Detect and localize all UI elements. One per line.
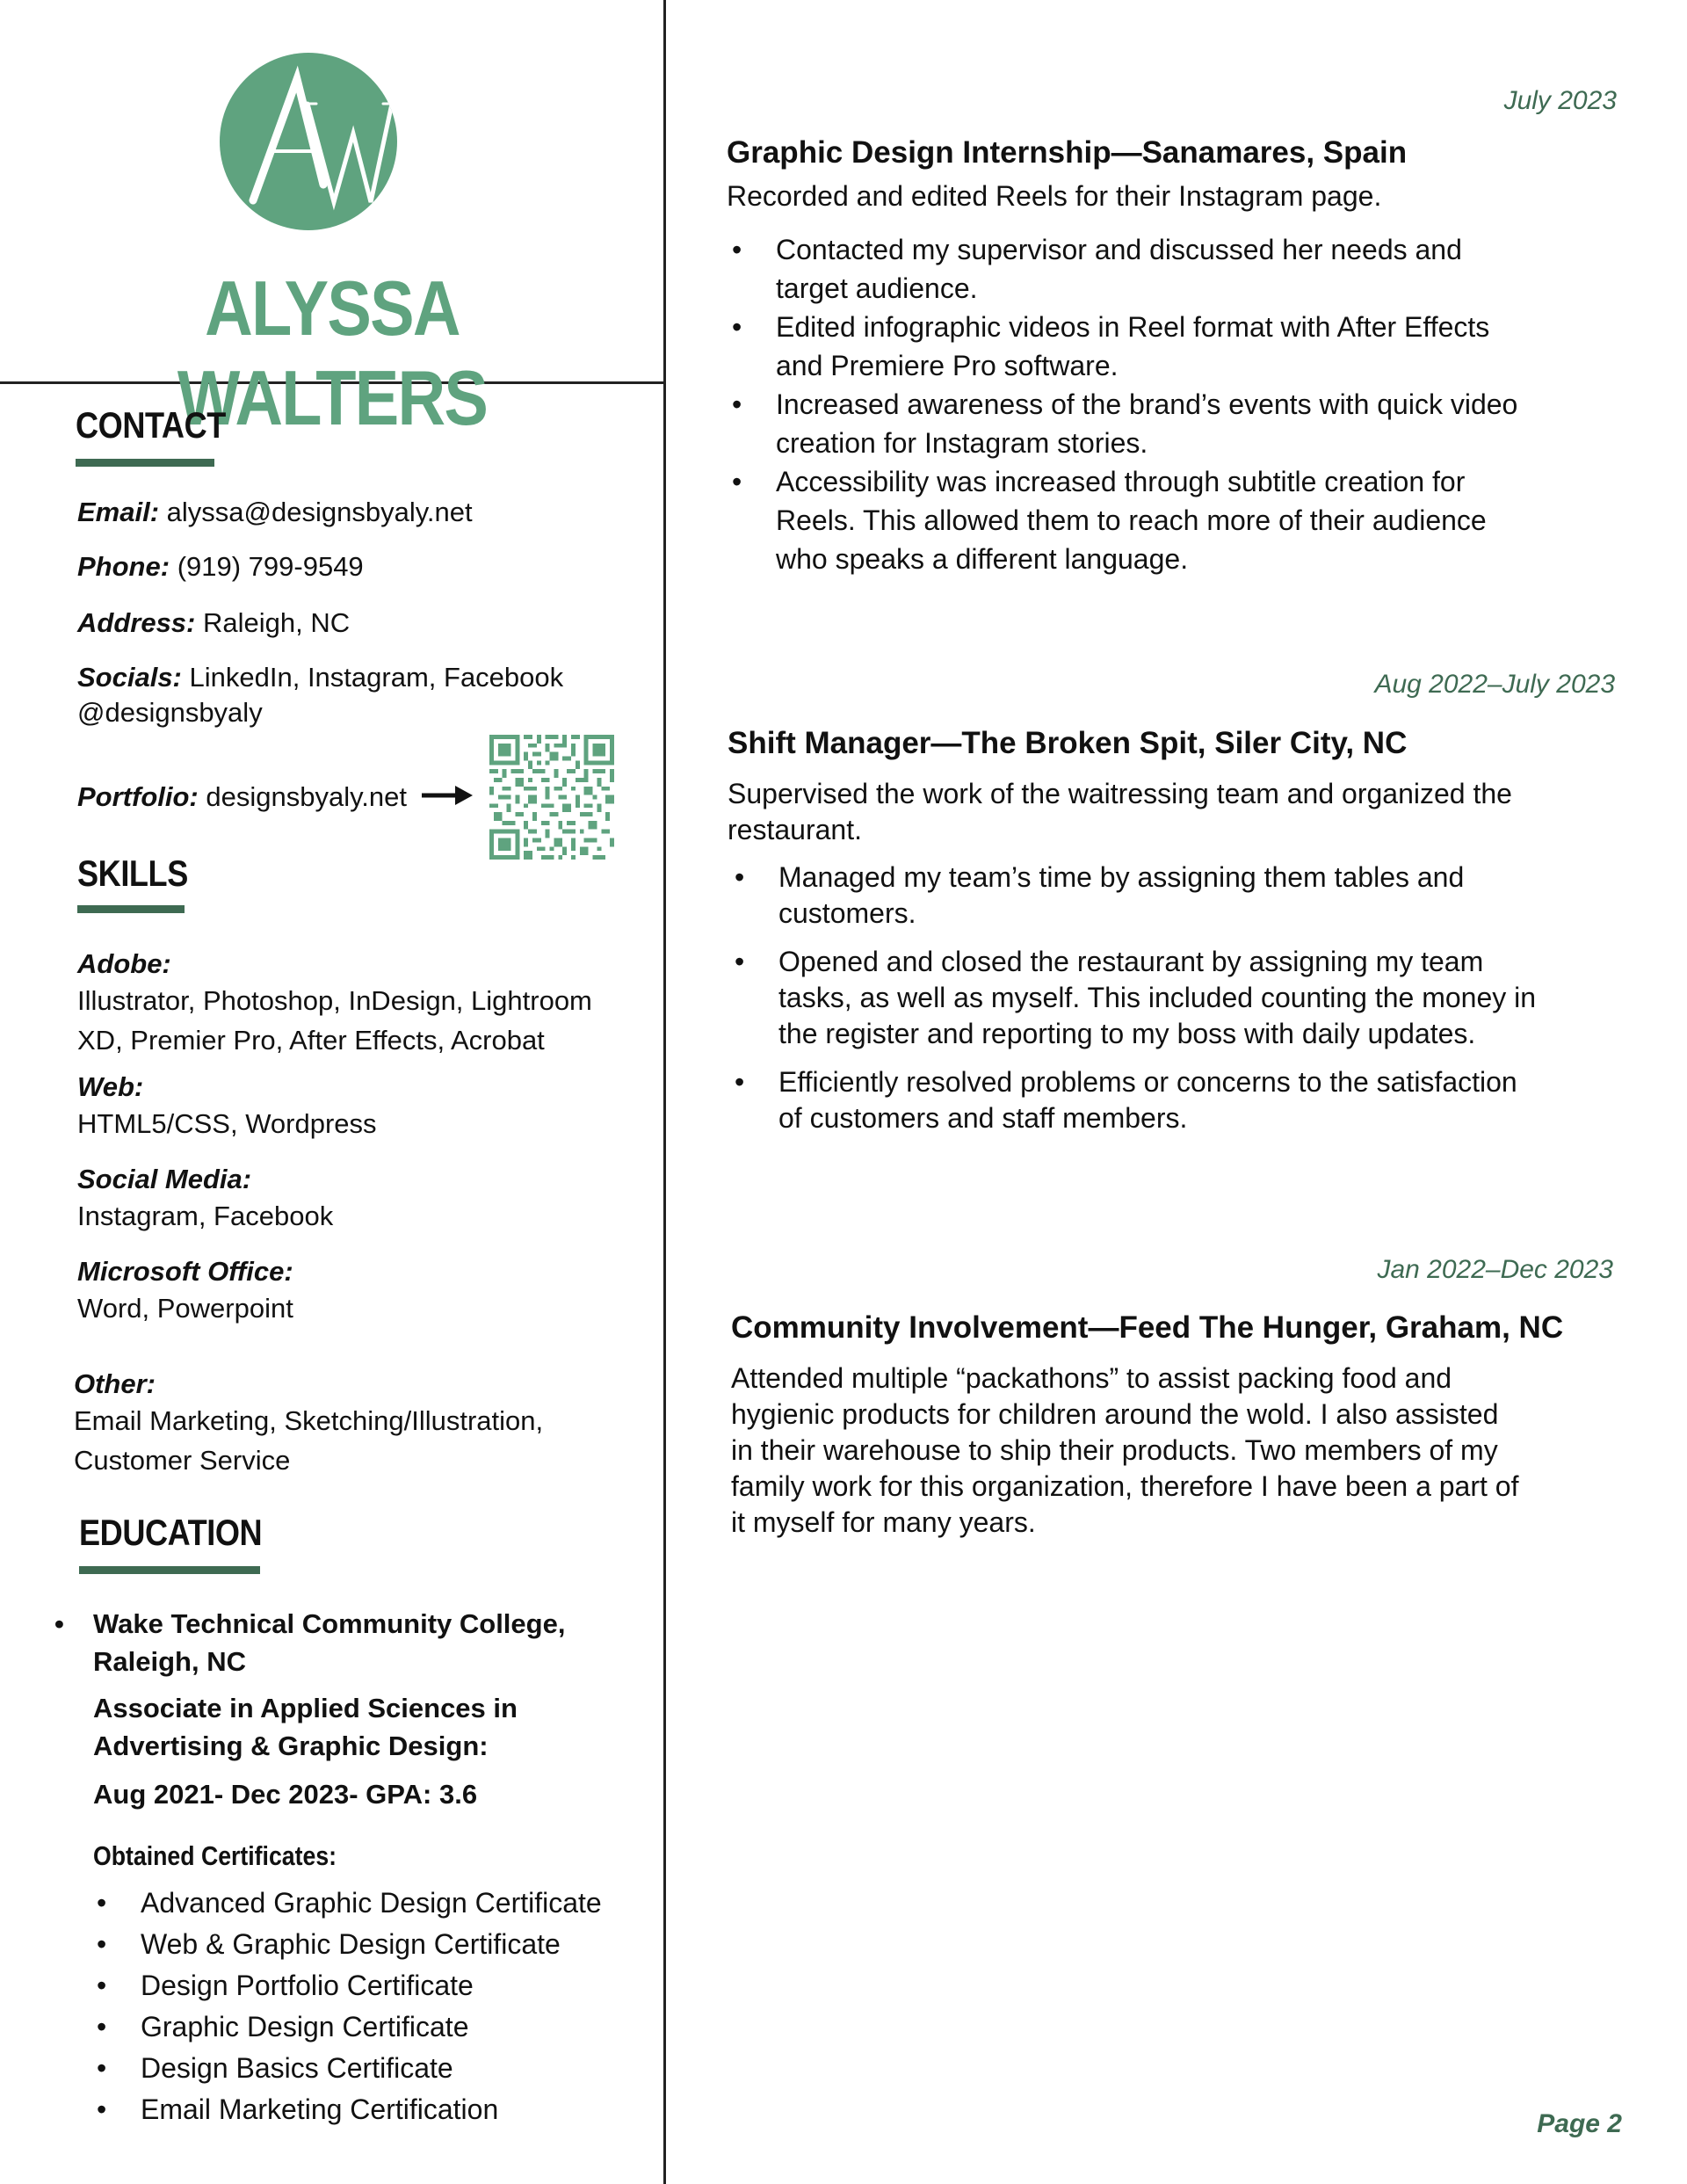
job-bullet: • Opened and closed the restaurant by assigning my team tasks, as well as myself. This included counting the money in the register and reporting to my boss with daily updates. (728, 944, 1624, 1052)
portfolio-label: Portfolio: (77, 781, 199, 812)
contact-email (77, 494, 473, 531)
arrow-right-icon (420, 782, 474, 809)
cert-item: • Design Basics Certificate (90, 2048, 602, 2089)
email-value: alyssa@designsbyaly.net (166, 497, 473, 527)
education-heading: EDUCATION (79, 1512, 263, 1553)
phone-value: (919) 799-9549 (177, 551, 364, 582)
skill-group-items: HTML5/CSS, Wordpress (77, 1108, 377, 1139)
socials-handle: @designsbyaly (77, 697, 263, 728)
email-label: Email: (77, 497, 160, 527)
skill-group-label: Adobe: (77, 948, 171, 979)
skill-group-label: Other: (74, 1368, 156, 1399)
skill-group-label: Web: (77, 1071, 144, 1102)
certs-list (90, 1883, 602, 2130)
qr-code-icon[interactable] (489, 735, 614, 860)
education-dates: Aug 2021- Dec 2023- GPA: 3.6 (93, 1779, 478, 1810)
job-bullets (728, 860, 1624, 1136)
summary-line: in their warehouse to ship their products. Two members of my (731, 1434, 1498, 1466)
job-summary: Recorded and edited Reels for their Instagram page. (727, 180, 1382, 212)
job-bullet: • Edited infographic videos in Reel format with After Effects and Premiere Pro software. (725, 308, 1621, 385)
skill-group-label: Social Media: (77, 1164, 252, 1194)
cert-item: • Design Portfolio Certificate (90, 1965, 602, 2006)
degree-line: Advertising & Graphic Design: (93, 1731, 489, 1761)
job-date: Aug 2022–July 2023 (1374, 670, 1615, 699)
job-bullet: • Efficiently resolved problems or concerns to the satisfaction of customers and staff members. (728, 1064, 1624, 1136)
school-line: Raleigh, NC (93, 1646, 246, 1677)
job-summary (731, 1360, 1518, 1541)
job-bullets (725, 230, 1621, 578)
cert-item: • Email Marketing Certification (90, 2089, 602, 2130)
summary-line: hygienic products for children around the wold. I also assisted (731, 1398, 1499, 1430)
skills-list (77, 947, 657, 1328)
education-entry (54, 1605, 661, 1813)
summary-line: restaurant. (728, 814, 862, 845)
cert-item: • Advanced Graphic Design Certificate (90, 1883, 602, 1924)
skill-group-items: XD, Premier Pro, After Effects, Acrobat (77, 1025, 545, 1056)
skill-group-items: Email Marketing, Sketching/Illustration, (74, 1405, 544, 1436)
resume-name: ALYSSA WALTERS (177, 265, 488, 441)
job-title: Community Involvement—Feed The Hunger, Graham, NC (731, 1310, 1564, 1345)
skill-group-items: Instagram, Facebook (77, 1201, 334, 1231)
job-bullet: • Managed my team’s time by assigning them tables and customers. (728, 860, 1624, 932)
socials-label: Socials: (77, 662, 182, 693)
skills-heading-underline (77, 905, 185, 913)
skills-other (74, 1368, 654, 1480)
contact-portfolio (77, 779, 407, 816)
contact-address (77, 605, 350, 642)
skill-group-items: Customer Service (74, 1445, 291, 1476)
school-name (54, 1605, 661, 1680)
summary-line: it myself for many years. (731, 1506, 1036, 1538)
portfolio-link[interactable]: designsbyaly.net (206, 781, 407, 812)
contact-heading: CONTACT (76, 404, 226, 446)
cert-item: • Graphic Design Certificate (90, 2006, 602, 2048)
job-bullet: • Accessibility was increased through subtitle creation for Reels. This allowed them to reach more of their audience who speaks a different language. (725, 462, 1621, 578)
contact-phone (77, 548, 364, 585)
skill-group-label: Microsoft Office: (77, 1256, 293, 1287)
education-heading-underline (79, 1566, 260, 1574)
job-date: Jan 2022–Dec 2023 (1377, 1255, 1613, 1284)
monogram-logo (220, 53, 397, 230)
school-line: Wake Technical Community College, (93, 1608, 566, 1639)
monogram-logo-mark (220, 53, 397, 230)
summary-line: family work for this organization, therefore I have been a part of (731, 1470, 1519, 1502)
job-bullet: • Increased awareness of the brand’s events with quick video creation for Instagram stories. (725, 385, 1621, 462)
vertical-divider (663, 0, 666, 2184)
job-title: Graphic Design Internship—Sanamares, Spain (727, 135, 1408, 170)
summary-line: Supervised the work of the waitressing team and organized the (728, 778, 1512, 809)
skills-heading: SKILLS (77, 853, 188, 894)
degree (54, 1689, 661, 1765)
job-title: Shift Manager—The Broken Spit, Siler City, NC (728, 726, 1408, 760)
summary-line: Attended multiple “packathons” to assist packing food and (731, 1362, 1452, 1394)
skill-group-items: Illustrator, Photoshop, InDesign, Lightroom (77, 985, 592, 1016)
phone-label: Phone: (77, 551, 170, 582)
socials-value: LinkedIn, Instagram, Facebook (189, 662, 564, 693)
page-number: Page 2 (1537, 2109, 1622, 2138)
degree-line: Associate in Applied Sciences in (93, 1693, 518, 1723)
skill-group-items: Word, Powerpoint (77, 1293, 293, 1324)
contact-heading-underline (76, 459, 214, 467)
job-date: July 2023 (1503, 86, 1617, 115)
bullet-icon: • (54, 1608, 64, 1639)
contact-socials (77, 659, 563, 696)
job-summary (728, 776, 1512, 848)
job-bullet: • Contacted my supervisor and discussed her needs and target audience. (725, 230, 1621, 308)
address-label: Address: (77, 607, 196, 638)
certs-heading: Obtained Certificates: (93, 1840, 337, 1871)
cert-item: • Web & Graphic Design Certificate (90, 1924, 602, 1965)
address-value: Raleigh, NC (203, 607, 351, 638)
